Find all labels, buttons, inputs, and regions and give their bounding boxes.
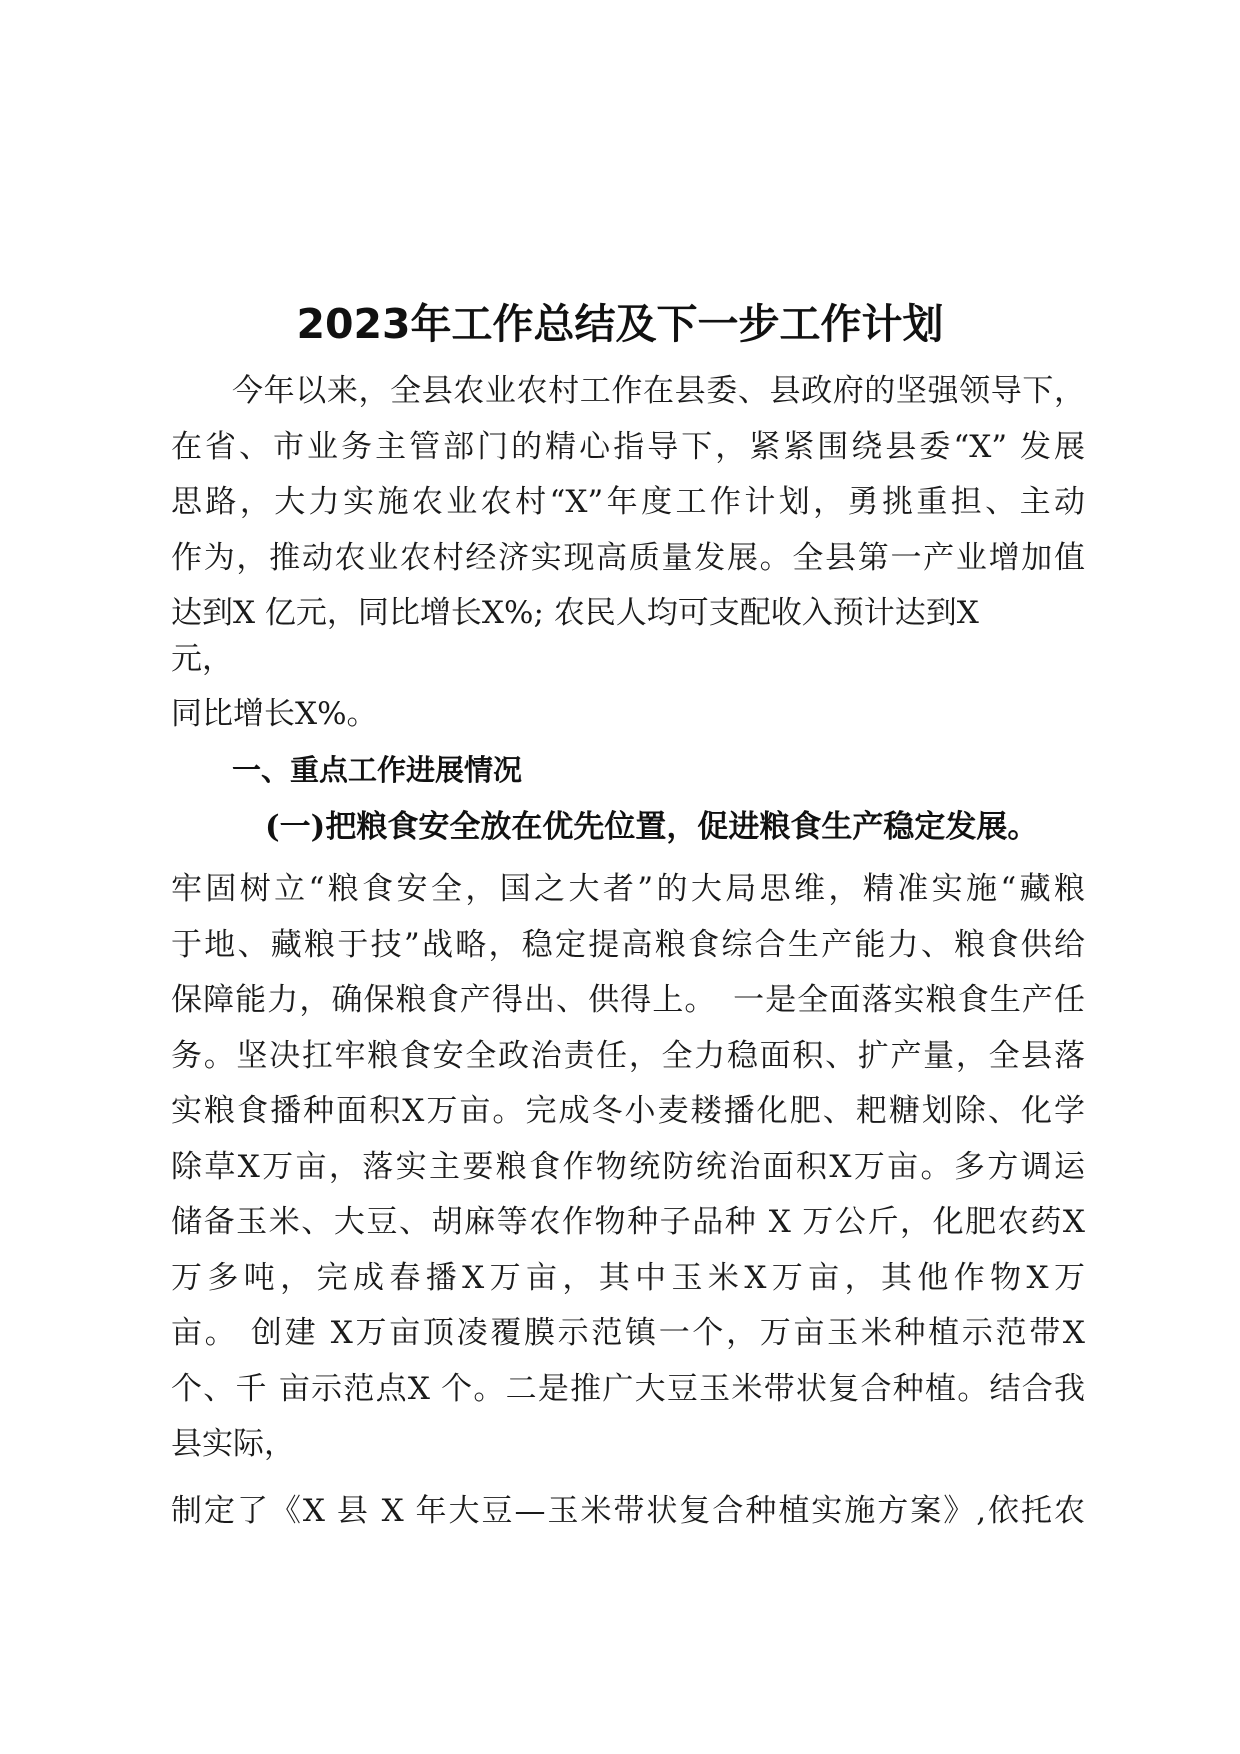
body-line: 制定了《X 县 X 年大豆—玉米带状复合种植实施方案》,依托农 (171, 1493, 1085, 1529)
body-line: 于地、藏粮于技”战略，稳定提高粮食综合生产能力、粮食供给 (171, 927, 1085, 963)
body-line: 牢固树立“粮食安全，国之大者”的大局思维，精准实施“藏粮 (171, 871, 1085, 907)
intro-line: 元， (171, 641, 233, 677)
intro-line: 今年以来，全县农业农村工作在县委、县政府的坚强领导下， (232, 373, 1085, 409)
subsection-heading: (一)把粮食安全放在优先位置，促进粮食生产稳定发展。 (265, 809, 1039, 845)
intro-line: 在省、市业务主管部门的精心指导下，紧紧围绕县委“X” 发展 (171, 429, 1085, 465)
body-line: 万多吨，完成春播X万亩，其中玉米X万亩，其他作物X万 (171, 1260, 1085, 1296)
section-heading: 一、重点工作进展情况 (232, 753, 523, 787)
body-line: 务。坚决扛牢粮食安全政治责任，全力稳面积、扩产量，全县落 (171, 1038, 1085, 1074)
body-line: 个、千 亩示范点X 个。二是推广大豆玉米带状复合种植。结合我 (171, 1371, 1085, 1407)
intro-line: 达到X 亿元，同比增长X%; 农民人均可支配收入预计达到X (171, 595, 979, 631)
body-line: 亩。 创建 X万亩顶凌覆膜示范镇一个，万亩玉米种植示范带X (171, 1315, 1085, 1351)
body-line: 储备玉米、大豆、胡麻等农作物种子品种 X 万公斤，化肥农药X (171, 1204, 1085, 1240)
intro-line: 同比增长X%。 (171, 696, 378, 732)
body-line: 保障能力，确保粮食产得出、供得上。 一是全面落实粮食生产任 (171, 982, 1085, 1018)
body-line: 县实际， (171, 1426, 295, 1462)
document-title: 2023年工作总结及下一步工作计划 (296, 300, 944, 348)
body-line: 除草X万亩，落实主要粮食作物统防统治面积X万亩。多方调运 (171, 1149, 1085, 1185)
intro-line: 思路，大力实施农业农村“X”年度工作计划，勇挑重担、主动 (171, 484, 1085, 520)
body-line: 实粮食播种面积X万亩。完成冬小麦耧播化肥、耙糖划除、化学 (171, 1093, 1085, 1129)
intro-line: 作为，推动农业农村经济实现高质量发展。全县第一产业增加值 (171, 540, 1085, 576)
